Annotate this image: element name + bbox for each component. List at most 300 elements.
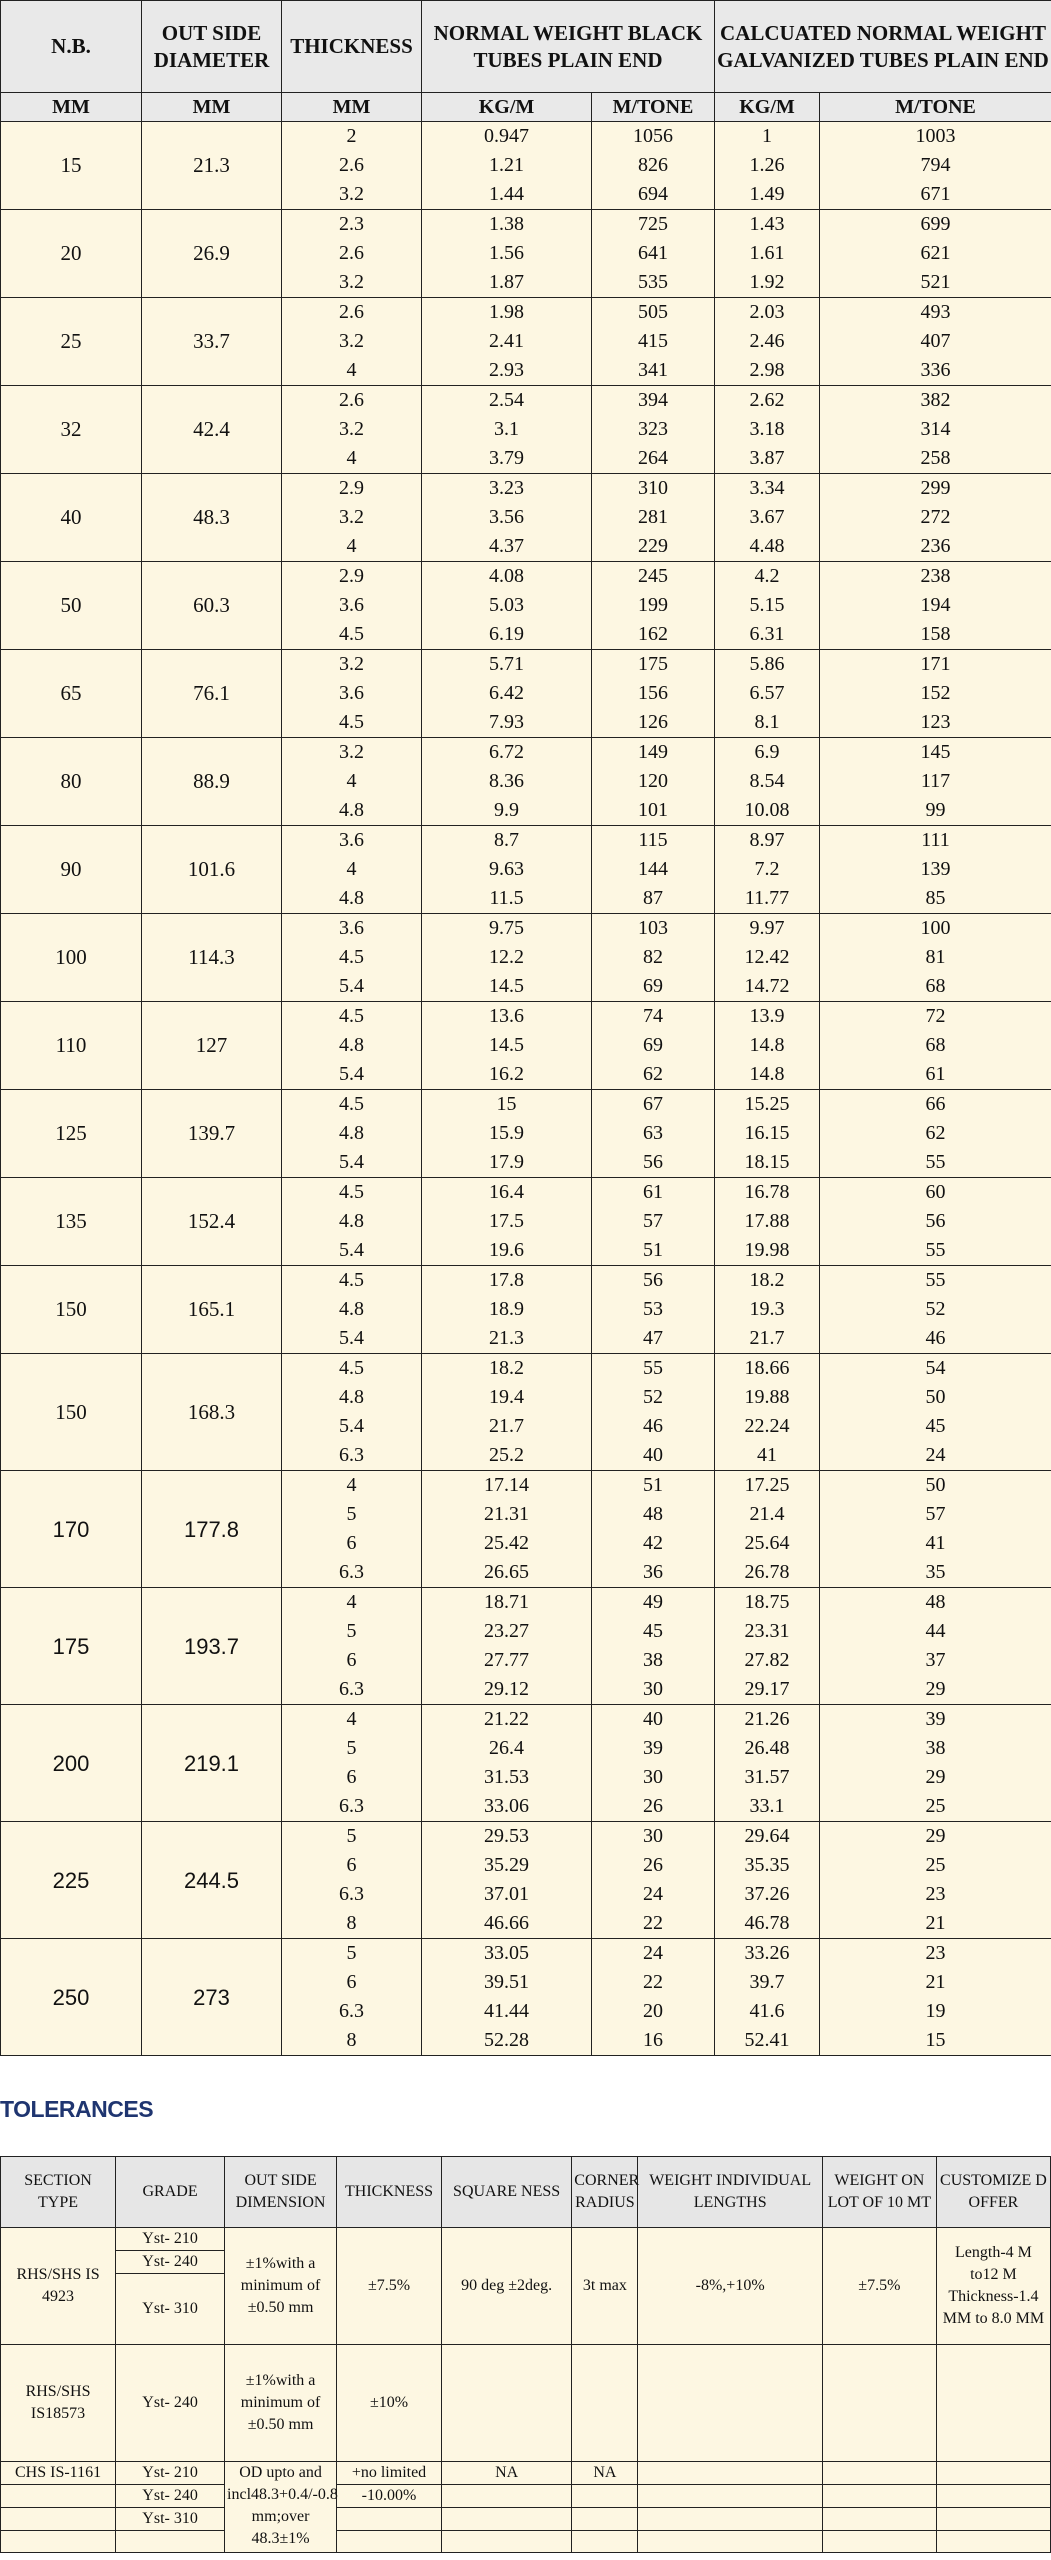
black-m-per-tone-cell: 69 xyxy=(592,1031,715,1060)
thickness-cell: 4.5 xyxy=(282,1090,422,1120)
galv-m-per-tone-cell: 37 xyxy=(820,1646,1051,1675)
galv-m-per-tone-cell: 493 xyxy=(820,298,1051,328)
nb-cell: 15 xyxy=(1,122,142,210)
black-m-per-tone-cell: 229 xyxy=(592,532,715,562)
galv-kg-per-m-cell: 39.7 xyxy=(715,1968,820,1997)
galv-m-per-tone-cell: 29 xyxy=(820,1675,1051,1705)
galv-m-per-tone-cell: 139 xyxy=(820,855,1051,884)
galv-m-per-tone-cell: 25 xyxy=(820,1851,1051,1880)
galv-kg-per-m-cell: 18.15 xyxy=(715,1148,820,1178)
galv-kg-per-m-cell: 1.26 xyxy=(715,151,820,180)
tol-squareness-chs1161: NA xyxy=(441,2462,571,2485)
tol-od-rhs4923: ±1%with a minimum of ±0.50 mm xyxy=(225,2228,337,2345)
tol-header-customized-offer: CUSTOMIZE D OFFER xyxy=(936,2157,1050,2228)
table-row xyxy=(1,1705,1051,1735)
black-kg-per-m-cell: 26.65 xyxy=(422,1558,592,1588)
thickness-cell: 4.8 xyxy=(282,1383,422,1412)
black-kg-per-m-cell: 26.4 xyxy=(422,1734,592,1763)
galv-kg-per-m-cell: 33.1 xyxy=(715,1792,820,1822)
galv-m-per-tone-cell: 29 xyxy=(820,1822,1051,1852)
black-kg-per-m-cell: 3.1 xyxy=(422,415,592,444)
black-m-per-tone-cell: 67 xyxy=(592,1090,715,1120)
tol-header-thickness: THICKNESS xyxy=(337,2157,442,2228)
thickness-cell: 3.6 xyxy=(282,679,422,708)
thickness-cell: 4.5 xyxy=(282,620,422,650)
table-row xyxy=(1,1002,1051,1032)
thickness-cell: 6.3 xyxy=(282,1558,422,1588)
tol-corner-chs1161: NA xyxy=(572,2462,638,2485)
galv-m-per-tone-cell: 699 xyxy=(820,210,1051,240)
thickness-cell: 5.4 xyxy=(282,972,422,1002)
black-kg-per-m-cell: 33.06 xyxy=(422,1792,592,1822)
outside-diameter-cell: 165.1 xyxy=(142,1266,282,1354)
black-kg-per-m-cell: 25.42 xyxy=(422,1529,592,1558)
black-kg-per-m-cell: 16.4 xyxy=(422,1178,592,1208)
galv-m-per-tone-cell: 38 xyxy=(820,1734,1051,1763)
galv-kg-per-m-cell: 19.3 xyxy=(715,1295,820,1324)
outside-diameter-cell: 152.4 xyxy=(142,1178,282,1266)
black-kg-per-m-cell: 21.3 xyxy=(422,1324,592,1354)
thickness-cell: 4 xyxy=(282,1471,422,1501)
galv-m-per-tone-cell: 15 xyxy=(820,2026,1051,2056)
black-m-per-tone-cell: 245 xyxy=(592,562,715,592)
tol-empty-cell xyxy=(572,2345,638,2462)
black-m-per-tone-cell: 16 xyxy=(592,2026,715,2056)
thickness-cell: 5 xyxy=(282,1822,422,1852)
black-kg-per-m-cell: 23.27 xyxy=(422,1617,592,1646)
tol-empty-cell xyxy=(638,2485,822,2508)
tol-empty-cell xyxy=(1,2508,116,2531)
tol-empty-cell xyxy=(822,2345,936,2462)
tol-section-chs1161: CHS IS-1161 xyxy=(1,2462,116,2485)
thickness-cell: 6 xyxy=(282,1968,422,1997)
black-kg-per-m-cell: 2.93 xyxy=(422,356,592,386)
galv-m-per-tone-cell: 621 xyxy=(820,239,1051,268)
galv-kg-per-m-cell: 9.97 xyxy=(715,914,820,944)
thickness-cell: 2.9 xyxy=(282,474,422,504)
galv-m-per-tone-cell: 100 xyxy=(820,914,1051,944)
black-kg-per-m-cell: 14.5 xyxy=(422,972,592,1002)
black-kg-per-m-cell: 2.54 xyxy=(422,386,592,416)
black-m-per-tone-cell: 641 xyxy=(592,239,715,268)
thickness-cell: 3.2 xyxy=(282,415,422,444)
galv-kg-per-m-cell: 2.98 xyxy=(715,356,820,386)
black-m-per-tone-cell: 20 xyxy=(592,1997,715,2026)
black-m-per-tone-cell: 63 xyxy=(592,1119,715,1148)
nb-cell: 225 xyxy=(1,1822,142,1939)
galv-kg-per-m-cell: 14.8 xyxy=(715,1031,820,1060)
thickness-cell: 2.6 xyxy=(282,298,422,328)
nb-cell: 175 xyxy=(1,1588,142,1705)
thickness-cell: 4 xyxy=(282,1705,422,1735)
galv-kg-per-m-cell: 22.24 xyxy=(715,1412,820,1441)
galv-m-per-tone-cell: 50 xyxy=(820,1383,1051,1412)
black-kg-per-m-cell: 37.01 xyxy=(422,1880,592,1909)
galv-kg-per-m-cell: 4.2 xyxy=(715,562,820,592)
black-kg-per-m-cell: 3.23 xyxy=(422,474,592,504)
thickness-cell: 5.4 xyxy=(282,1060,422,1090)
black-m-per-tone-cell: 49 xyxy=(592,1588,715,1618)
black-m-per-tone-cell: 156 xyxy=(592,679,715,708)
galv-m-per-tone-cell: 794 xyxy=(820,151,1051,180)
tol-thickness-chs1161-plus: +no limited xyxy=(337,2462,442,2485)
black-kg-per-m-cell: 46.66 xyxy=(422,1909,592,1939)
galv-kg-per-m-cell: 5.15 xyxy=(715,591,820,620)
thickness-cell: 4 xyxy=(282,767,422,796)
galv-kg-per-m-cell: 18.66 xyxy=(715,1354,820,1384)
black-kg-per-m-cell: 15.9 xyxy=(422,1119,592,1148)
thickness-cell: 4 xyxy=(282,532,422,562)
thickness-cell: 4.8 xyxy=(282,1207,422,1236)
galv-m-per-tone-cell: 123 xyxy=(820,708,1051,738)
thickness-cell: 8 xyxy=(282,2026,422,2056)
thickness-cell: 2.6 xyxy=(282,386,422,416)
black-m-per-tone-cell: 56 xyxy=(592,1266,715,1296)
black-m-per-tone-cell: 30 xyxy=(592,1675,715,1705)
tol-empty-cell xyxy=(936,2531,1050,2553)
black-m-per-tone-cell: 415 xyxy=(592,327,715,356)
galv-m-per-tone-cell: 85 xyxy=(820,884,1051,914)
black-m-per-tone-cell: 40 xyxy=(592,1705,715,1735)
black-m-per-tone-cell: 115 xyxy=(592,826,715,856)
black-kg-per-m-cell: 17.9 xyxy=(422,1148,592,1178)
black-kg-per-m-cell: 1.21 xyxy=(422,151,592,180)
galv-m-per-tone-cell: 238 xyxy=(820,562,1051,592)
galv-m-per-tone-cell: 60 xyxy=(820,1178,1051,1208)
tol-empty-cell xyxy=(822,2485,936,2508)
galv-kg-per-m-cell: 13.9 xyxy=(715,1002,820,1032)
unit-cell: MM xyxy=(1,93,142,122)
galv-m-per-tone-cell: 55 xyxy=(820,1236,1051,1266)
outside-diameter-cell: 114.3 xyxy=(142,914,282,1002)
galv-kg-per-m-cell: 10.08 xyxy=(715,796,820,826)
galv-m-per-tone-cell: 158 xyxy=(820,620,1051,650)
black-m-per-tone-cell: 56 xyxy=(592,1148,715,1178)
thickness-cell: 4.8 xyxy=(282,1295,422,1324)
black-kg-per-m-cell: 19.6 xyxy=(422,1236,592,1266)
black-m-per-tone-cell: 36 xyxy=(592,1558,715,1588)
galv-kg-per-m-cell: 2.46 xyxy=(715,327,820,356)
galv-m-per-tone-cell: 671 xyxy=(820,180,1051,210)
header-thickness: THICKNESS xyxy=(282,1,422,93)
header-outside-diameter: OUT SIDE DIAMETER xyxy=(142,1,282,93)
black-kg-per-m-cell: 29.12 xyxy=(422,1675,592,1705)
galv-m-per-tone-cell: 299 xyxy=(820,474,1051,504)
galv-kg-per-m-cell: 1 xyxy=(715,122,820,152)
black-m-per-tone-cell: 57 xyxy=(592,1207,715,1236)
black-kg-per-m-cell: 1.56 xyxy=(422,239,592,268)
galv-m-per-tone-cell: 54 xyxy=(820,1354,1051,1384)
thickness-cell: 4.5 xyxy=(282,708,422,738)
black-m-per-tone-cell: 264 xyxy=(592,444,715,474)
galv-kg-per-m-cell: 19.98 xyxy=(715,1236,820,1266)
galv-kg-per-m-cell: 6.57 xyxy=(715,679,820,708)
black-kg-per-m-cell: 17.8 xyxy=(422,1266,592,1296)
galv-m-per-tone-cell: 314 xyxy=(820,415,1051,444)
black-m-per-tone-cell: 24 xyxy=(592,1939,715,1969)
table-row xyxy=(1,1471,1051,1501)
galv-kg-per-m-cell: 21.4 xyxy=(715,1500,820,1529)
galv-m-per-tone-cell: 171 xyxy=(820,650,1051,680)
outside-diameter-cell: 244.5 xyxy=(142,1822,282,1939)
black-m-per-tone-cell: 51 xyxy=(592,1471,715,1501)
galv-kg-per-m-cell: 1.43 xyxy=(715,210,820,240)
galv-kg-per-m-cell: 29.64 xyxy=(715,1822,820,1852)
galv-m-per-tone-cell: 19 xyxy=(820,1997,1051,2026)
thickness-cell: 6.3 xyxy=(282,1675,422,1705)
galv-m-per-tone-cell: 41 xyxy=(820,1529,1051,1558)
tol-empty-cell xyxy=(822,2462,936,2485)
black-m-per-tone-cell: 281 xyxy=(592,503,715,532)
black-m-per-tone-cell: 103 xyxy=(592,914,715,944)
thickness-cell: 8 xyxy=(282,1909,422,1939)
galv-m-per-tone-cell: 68 xyxy=(820,1031,1051,1060)
tol-empty-cell xyxy=(638,2508,822,2531)
galv-kg-per-m-cell: 46.78 xyxy=(715,1909,820,1939)
tol-empty-cell xyxy=(572,2485,638,2508)
black-kg-per-m-cell: 52.28 xyxy=(422,2026,592,2056)
black-m-per-tone-cell: 694 xyxy=(592,180,715,210)
black-m-per-tone-cell: 87 xyxy=(592,884,715,914)
tol-weight-individual-rhs4923: -8%,+10% xyxy=(638,2228,822,2345)
galv-kg-per-m-cell: 17.25 xyxy=(715,1471,820,1501)
black-m-per-tone-cell: 30 xyxy=(592,1763,715,1792)
nb-cell: 65 xyxy=(1,650,142,738)
thickness-cell: 2.3 xyxy=(282,210,422,240)
galv-m-per-tone-cell: 23 xyxy=(820,1880,1051,1909)
black-m-per-tone-cell: 175 xyxy=(592,650,715,680)
galv-m-per-tone-cell: 194 xyxy=(820,591,1051,620)
nb-cell: 110 xyxy=(1,1002,142,1090)
black-m-per-tone-cell: 394 xyxy=(592,386,715,416)
black-kg-per-m-cell: 1.38 xyxy=(422,210,592,240)
black-m-per-tone-cell: 505 xyxy=(592,298,715,328)
header-galvanized-tubes: CALCUATED NORMAL WEIGHT GALVANIZED TUBES PLAIN END xyxy=(715,1,1051,93)
black-kg-per-m-cell: 21.31 xyxy=(422,1500,592,1529)
tol-grade: Yst- 210 xyxy=(116,2462,225,2485)
unit-cell: KG/M xyxy=(715,93,820,122)
tol-grade: Yst- 210 xyxy=(116,2228,225,2251)
table-row xyxy=(1,738,1051,768)
tol-grade: Yst- 240 xyxy=(116,2251,225,2274)
galv-kg-per-m-cell: 4.48 xyxy=(715,532,820,562)
tol-empty-cell xyxy=(1,2531,116,2553)
black-kg-per-m-cell: 16.2 xyxy=(422,1060,592,1090)
black-kg-per-m-cell: 21.7 xyxy=(422,1412,592,1441)
galv-kg-per-m-cell: 14.72 xyxy=(715,972,820,1002)
table-row xyxy=(1,1266,1051,1296)
black-m-per-tone-cell: 26 xyxy=(592,1851,715,1880)
tolerances-heading: TOLERANCES xyxy=(0,2096,154,2122)
outside-diameter-cell: 193.7 xyxy=(142,1588,282,1705)
thickness-cell: 6 xyxy=(282,1529,422,1558)
tol-header-corner-radius: CORNER RADIUS xyxy=(572,2157,638,2228)
galv-kg-per-m-cell: 5.86 xyxy=(715,650,820,680)
table-row xyxy=(1,1939,1051,1969)
tol-empty-cell xyxy=(572,2531,638,2553)
galv-m-per-tone-cell: 152 xyxy=(820,679,1051,708)
tol-grade: Yst- 310 xyxy=(116,2508,225,2531)
table-row xyxy=(1,562,1051,592)
galv-kg-per-m-cell: 7.2 xyxy=(715,855,820,884)
tol-empty-cell xyxy=(638,2531,822,2553)
black-m-per-tone-cell: 310 xyxy=(592,474,715,504)
black-m-per-tone-cell: 47 xyxy=(592,1324,715,1354)
tol-empty-cell xyxy=(441,2485,571,2508)
nb-cell: 90 xyxy=(1,826,142,914)
tol-header-grade: GRADE xyxy=(116,2157,225,2228)
black-kg-per-m-cell: 3.79 xyxy=(422,444,592,474)
black-kg-per-m-cell: 11.5 xyxy=(422,884,592,914)
outside-diameter-cell: 101.6 xyxy=(142,826,282,914)
thickness-cell: 3.2 xyxy=(282,503,422,532)
nb-cell: 20 xyxy=(1,210,142,298)
galv-m-per-tone-cell: 56 xyxy=(820,1207,1051,1236)
black-kg-per-m-cell: 7.93 xyxy=(422,708,592,738)
nb-cell: 40 xyxy=(1,474,142,562)
black-m-per-tone-cell: 1056 xyxy=(592,122,715,152)
black-kg-per-m-cell: 0.947 xyxy=(422,122,592,152)
galv-m-per-tone-cell: 382 xyxy=(820,386,1051,416)
black-m-per-tone-cell: 120 xyxy=(592,767,715,796)
black-m-per-tone-cell: 61 xyxy=(592,1178,715,1208)
tol-empty-cell xyxy=(441,2345,571,2462)
galv-m-per-tone-cell: 57 xyxy=(820,1500,1051,1529)
galv-m-per-tone-cell: 24 xyxy=(820,1441,1051,1471)
black-m-per-tone-cell: 323 xyxy=(592,415,715,444)
galv-m-per-tone-cell: 39 xyxy=(820,1705,1051,1735)
thickness-cell: 6 xyxy=(282,1646,422,1675)
galv-kg-per-m-cell: 21.7 xyxy=(715,1324,820,1354)
galv-kg-per-m-cell: 18.2 xyxy=(715,1266,820,1296)
tol-empty-cell xyxy=(337,2508,442,2531)
galv-kg-per-m-cell: 6.31 xyxy=(715,620,820,650)
tol-header-section-type: SECTION TYPE xyxy=(1,2157,116,2228)
black-m-per-tone-cell: 101 xyxy=(592,796,715,826)
black-kg-per-m-cell: 1.98 xyxy=(422,298,592,328)
tol-customize-rhs4923: Length-4 M to12 M Thickness-1.4 MM to 8.0 MM xyxy=(936,2228,1050,2345)
nb-cell: 135 xyxy=(1,1178,142,1266)
table-row xyxy=(1,650,1051,680)
nb-cell: 125 xyxy=(1,1090,142,1178)
tol-section-rhs4923: RHS/SHS IS 4923 xyxy=(1,2228,116,2345)
galv-m-per-tone-cell: 72 xyxy=(820,1002,1051,1032)
galv-kg-per-m-cell: 37.26 xyxy=(715,1880,820,1909)
black-m-per-tone-cell: 826 xyxy=(592,151,715,180)
black-kg-per-m-cell: 15 xyxy=(422,1090,592,1120)
black-kg-per-m-cell: 33.05 xyxy=(422,1939,592,1969)
thickness-cell: 4.8 xyxy=(282,884,422,914)
outside-diameter-cell: 127 xyxy=(142,1002,282,1090)
outside-diameter-cell: 168.3 xyxy=(142,1354,282,1471)
galv-kg-per-m-cell: 29.17 xyxy=(715,1675,820,1705)
galv-kg-per-m-cell: 33.26 xyxy=(715,1939,820,1969)
galv-kg-per-m-cell: 35.35 xyxy=(715,1851,820,1880)
black-kg-per-m-cell: 19.4 xyxy=(422,1383,592,1412)
galv-m-per-tone-cell: 21 xyxy=(820,1968,1051,1997)
tol-section-rhs18573: RHS/SHS IS18573 xyxy=(1,2345,116,2462)
galv-m-per-tone-cell: 25 xyxy=(820,1792,1051,1822)
header-black-tubes: NORMAL WEIGHT BLACK TUBES PLAIN END xyxy=(422,1,715,93)
tol-empty-cell xyxy=(638,2345,822,2462)
outside-diameter-cell: 48.3 xyxy=(142,474,282,562)
thickness-cell: 4.5 xyxy=(282,1354,422,1384)
galv-m-per-tone-cell: 336 xyxy=(820,356,1051,386)
table-row xyxy=(1,1588,1051,1618)
tol-empty-cell xyxy=(936,2508,1050,2531)
galv-m-per-tone-cell: 46 xyxy=(820,1324,1051,1354)
galv-kg-per-m-cell: 2.03 xyxy=(715,298,820,328)
galv-kg-per-m-cell: 8.97 xyxy=(715,826,820,856)
thickness-cell: 3.2 xyxy=(282,180,422,210)
black-kg-per-m-cell: 1.87 xyxy=(422,268,592,298)
nb-cell: 50 xyxy=(1,562,142,650)
thickness-cell: 5.4 xyxy=(282,1324,422,1354)
galv-m-per-tone-cell: 236 xyxy=(820,532,1051,562)
black-m-per-tone-cell: 52 xyxy=(592,1383,715,1412)
tol-thickness-rhs18573: ±10% xyxy=(337,2345,442,2462)
tol-grade: Yst- 310 xyxy=(116,2274,225,2345)
tol-header-outside-dimension: OUT SIDE DIMENSION xyxy=(225,2157,337,2228)
thickness-cell: 6.3 xyxy=(282,1792,422,1822)
galv-m-per-tone-cell: 145 xyxy=(820,738,1051,768)
tol-empty-cell xyxy=(936,2345,1050,2462)
galv-kg-per-m-cell: 16.78 xyxy=(715,1178,820,1208)
black-m-per-tone-cell: 51 xyxy=(592,1236,715,1266)
tol-od-chs1161: OD upto and incl48.3+0.4/-0.8 mm;over 48.3±1% xyxy=(225,2462,337,2553)
black-m-per-tone-cell: 162 xyxy=(592,620,715,650)
tol-empty-cell xyxy=(822,2508,936,2531)
black-kg-per-m-cell: 39.51 xyxy=(422,1968,592,1997)
black-kg-per-m-cell: 17.5 xyxy=(422,1207,592,1236)
black-kg-per-m-cell: 27.77 xyxy=(422,1646,592,1675)
black-kg-per-m-cell: 4.37 xyxy=(422,532,592,562)
black-m-per-tone-cell: 74 xyxy=(592,1002,715,1032)
black-m-per-tone-cell: 48 xyxy=(592,1500,715,1529)
black-kg-per-m-cell: 9.63 xyxy=(422,855,592,884)
black-m-per-tone-cell: 22 xyxy=(592,1909,715,1939)
black-kg-per-m-cell: 14.5 xyxy=(422,1031,592,1060)
galv-m-per-tone-cell: 521 xyxy=(820,268,1051,298)
table-row xyxy=(1,386,1051,416)
unit-cell: M/TONE xyxy=(820,93,1051,122)
thickness-cell: 4 xyxy=(282,356,422,386)
galv-kg-per-m-cell: 12.42 xyxy=(715,943,820,972)
black-m-per-tone-cell: 725 xyxy=(592,210,715,240)
galv-kg-per-m-cell: 31.57 xyxy=(715,1763,820,1792)
black-kg-per-m-cell: 13.6 xyxy=(422,1002,592,1032)
thickness-cell: 4.5 xyxy=(282,943,422,972)
table-row xyxy=(1,826,1051,856)
galv-kg-per-m-cell: 26.48 xyxy=(715,1734,820,1763)
black-kg-per-m-cell: 4.08 xyxy=(422,562,592,592)
thickness-cell: 6 xyxy=(282,1763,422,1792)
nb-cell: 80 xyxy=(1,738,142,826)
galv-kg-per-m-cell: 1.61 xyxy=(715,239,820,268)
galv-kg-per-m-cell: 21.26 xyxy=(715,1705,820,1735)
outside-diameter-cell: 42.4 xyxy=(142,386,282,474)
thickness-cell: 4.5 xyxy=(282,1178,422,1208)
galv-m-per-tone-cell: 48 xyxy=(820,1588,1051,1618)
unit-cell: M/TONE xyxy=(592,93,715,122)
outside-diameter-cell: 88.9 xyxy=(142,738,282,826)
black-m-per-tone-cell: 126 xyxy=(592,708,715,738)
galv-m-per-tone-cell: 272 xyxy=(820,503,1051,532)
thickness-cell: 6.3 xyxy=(282,1880,422,1909)
black-m-per-tone-cell: 82 xyxy=(592,943,715,972)
galv-kg-per-m-cell: 6.9 xyxy=(715,738,820,768)
black-kg-per-m-cell: 9.75 xyxy=(422,914,592,944)
